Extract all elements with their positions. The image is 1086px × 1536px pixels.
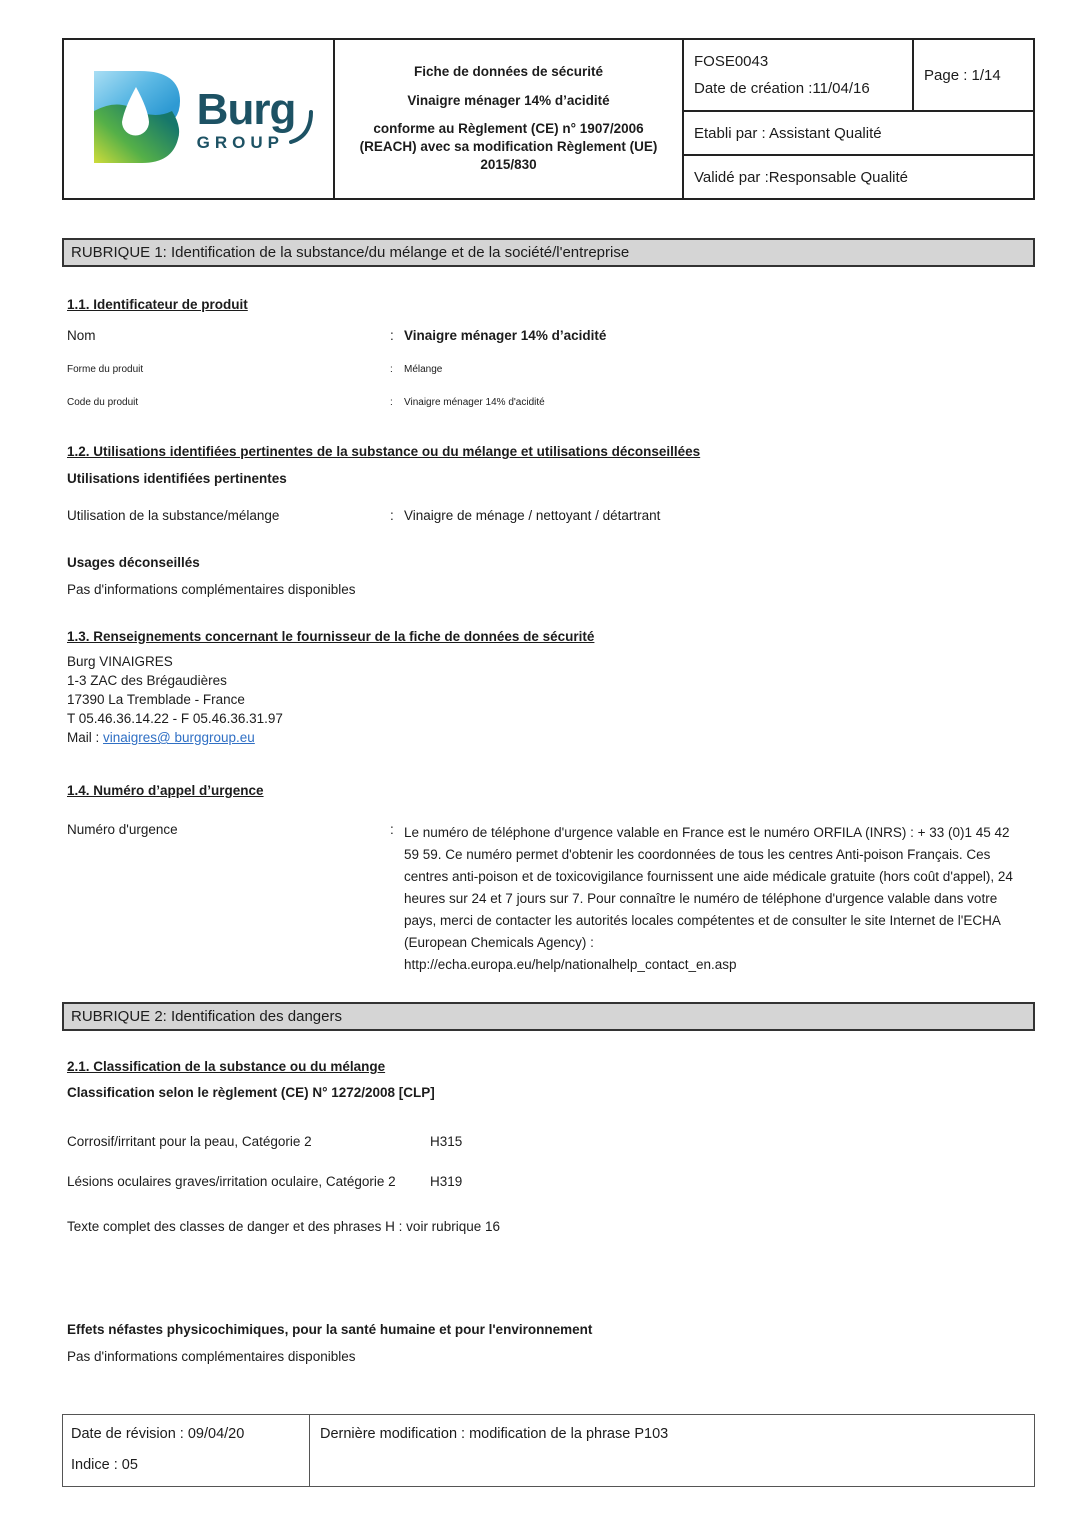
logo-group-text: GROUP <box>196 132 285 152</box>
page-number: Page : 1/14 <box>924 66 1001 84</box>
identified-uses-subheading: Utilisations identifiées pertinentes <box>67 471 287 486</box>
product-form-label: Forme du produit <box>67 364 144 375</box>
product-code-value: Vinaigre ménager 14% d'acidité <box>404 397 545 408</box>
colon-separator: : <box>390 328 394 343</box>
document-title-line1: Fiche de données de sécurité <box>413 64 604 80</box>
emergency-number-value: Le numéro de téléphone d'urgence valable en France est le numéro ORFILA (INRS) : + 33 (0)1 45 42 59 59. Ce numéro permet d'obtenir les coordonnées de tous les centres Anti-poison Français. Ces centres anti-poison et de toxicovigilance fournissent une aide médicale gratuite (hors coût d'appel), 24 heures sur 24 et 7 jours sur 7. Pour connaître le numéro de téléphone d'urgence valable dans votre pays, merci de contacter les autorités locales compétentes et de consulter le site Internet de l'ECHA (European Chemicals Agency) : http://echa.europa.eu/help/nationalhelp_contact_en.asp <box>404 822 1016 976</box>
product-name-row <box>67 328 1035 343</box>
revision-footer-table <box>62 1414 1035 1487</box>
no-info-text-2: Pas d'informations complémentaires disponibles <box>67 1349 356 1364</box>
supplier-phone-fax: T 05.46.36.14.22 - F 05.46.36.31.97 <box>67 711 283 726</box>
hazard-code: H315 <box>430 1134 463 1149</box>
burg-droplet-logo-icon <box>88 69 184 170</box>
colon-separator: : <box>390 397 393 408</box>
supplier-mail-line <box>67 728 1035 747</box>
supplier-street: 1-3 ZAC des Brégaudières <box>67 673 227 688</box>
revision-info-cell <box>63 1415 310 1486</box>
substance-use-value: Vinaigre de ménage / nettoyant / détartrant <box>404 508 661 523</box>
substance-use-row <box>67 508 1035 523</box>
established-by-cell <box>682 110 1033 154</box>
supplier-city: 17390 La Tremblade - France <box>67 692 245 707</box>
no-info-text-1: Pas d'informations complémentaires disponibles <box>67 582 356 597</box>
substance-use-label: Utilisation de la substance/mélange <box>67 508 280 523</box>
emergency-number-row <box>67 822 1035 976</box>
validated-by: Validé par :Responsable Qualité <box>694 168 909 186</box>
product-code-row <box>67 397 1035 408</box>
product-name-value: Vinaigre ménager 14% d’acidité <box>404 328 607 343</box>
last-modification-cell <box>310 1415 1034 1486</box>
supplier-address-block <box>67 652 1035 747</box>
rubrique-2-banner: RUBRIQUE 2: Identification des dangers <box>62 1002 1035 1031</box>
logo-swoosh-icon <box>289 110 315 149</box>
clp-classification-heading: Classification selon le règlement (CE) N° 1272/2008 [CLP] <box>67 1085 435 1100</box>
revision-date: Date de révision : 09/04/20 <box>71 1426 245 1442</box>
logo-wordmark <box>196 84 310 152</box>
section-1-1-heading: 1.1. Identificateur de produit <box>67 297 248 312</box>
document-title-line2: Vinaigre ménager 14% d’acidité <box>407 92 610 108</box>
section-1-3-heading: 1.3. Renseignements concernant le fournisseur de la fiche de données de sécurité <box>67 629 595 644</box>
validated-by-cell <box>682 154 1033 198</box>
hazard-class-row <box>67 1174 1035 1189</box>
revision-index: Indice : 05 <box>71 1457 138 1473</box>
logo-brand-text: Burg <box>196 84 296 134</box>
advised-against-subheading: Usages déconseillés <box>67 555 200 570</box>
product-form-row <box>67 364 1035 375</box>
colon-separator: : <box>390 364 393 375</box>
colon-separator: : <box>390 822 394 837</box>
document-code-cell <box>682 40 912 110</box>
supplier-name: Burg VINAIGRES <box>67 654 173 669</box>
product-form-value: Mélange <box>404 364 443 375</box>
company-logo <box>64 40 333 198</box>
established-by: Etabli par : Assistant Qualité <box>694 124 882 142</box>
adverse-effects-heading: Effets néfastes physicochimiques, pour la santé humaine et pour l'environnement <box>67 1322 593 1337</box>
hazard-class-label: Lésions oculaires graves/irritation oculaire, Catégorie 2 <box>67 1174 396 1189</box>
document-title-line3: conforme au Règlement (CE) n° 1907/2006 (REACH) avec sa modification Règlement (UE) 2015/830 <box>359 120 658 173</box>
emergency-number-label: Numéro d'urgence <box>67 822 178 837</box>
section-2-1-heading: 2.1. Classification de la substance ou du mélange <box>67 1059 386 1074</box>
echa-url: http://echa.europa.eu/help/nationalhelp_contact_en.asp <box>404 957 737 972</box>
hazard-class-row <box>67 1134 1035 1149</box>
product-code-label: Code du produit <box>67 397 139 408</box>
mail-label: Mail : <box>67 730 104 745</box>
colon-separator: : <box>390 508 394 523</box>
full-hazard-text-note: Texte complet des classes de danger et des phrases H : voir rubrique 16 <box>67 1219 500 1234</box>
hazard-class-label: Corrosif/irritant pour la peau, Catégorie 2 <box>67 1134 312 1149</box>
document-title-block <box>333 40 682 198</box>
product-name-label: Nom <box>67 328 96 343</box>
section-1-4-heading: 1.4. Numéro d’appel d’urgence <box>67 783 264 798</box>
supplier-email-link[interactable]: vinaigres@ burggroup.eu <box>103 730 255 745</box>
creation-date: Date de création :11/04/16 <box>694 79 870 97</box>
rubrique-1-banner: RUBRIQUE 1: Identification de la substance/du mélange et de la société/l'entreprise <box>62 238 1035 267</box>
section-1-2-heading: 1.2. Utilisations identifiées pertinentes de la substance ou du mélange et utilisations déconseillées <box>67 444 701 459</box>
page-number-cell <box>912 40 1033 110</box>
document-header-table <box>62 38 1035 200</box>
last-modification: Dernière modification : modification de la phrase P103 <box>320 1426 669 1442</box>
hazard-code: H319 <box>430 1174 463 1189</box>
document-code: FOSE0043 <box>694 53 769 71</box>
